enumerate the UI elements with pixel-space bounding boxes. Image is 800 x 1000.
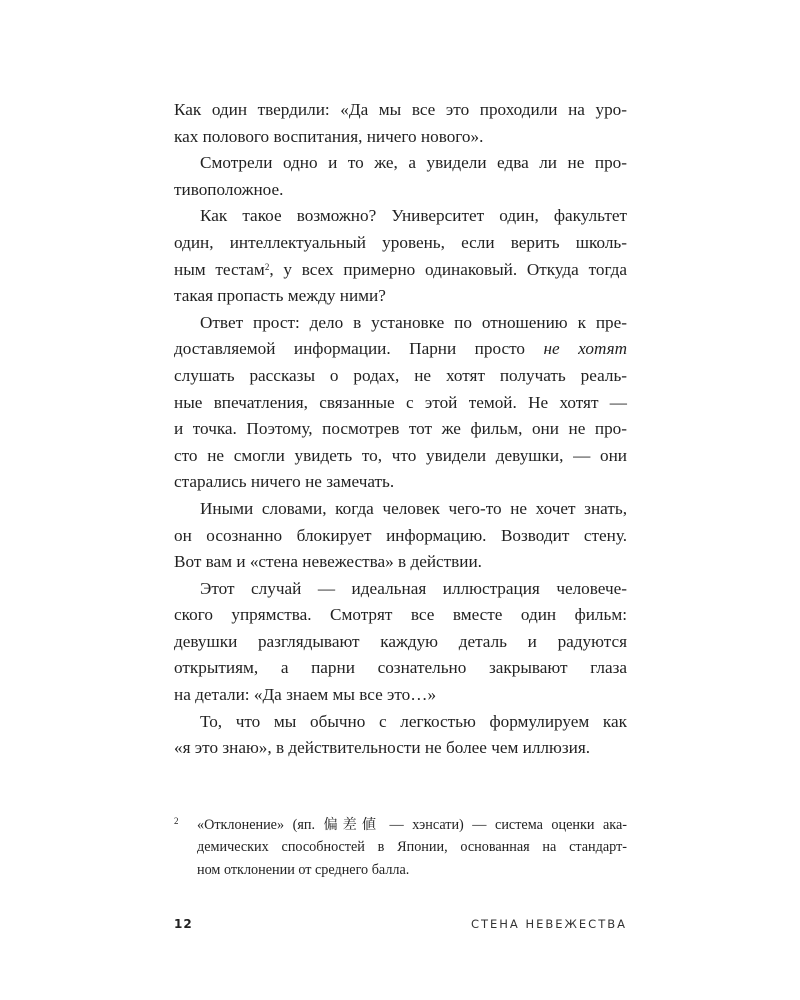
text-line: на детали: «Да знаем мы все это…» <box>174 685 437 705</box>
footnote-reference[interactable]: 2 <box>264 261 270 272</box>
emphasis: не хотят <box>543 339 627 359</box>
footnote-section <box>174 814 627 881</box>
text-line: То, что мы обычно с легкостью формулируем как <box>200 711 627 731</box>
text-line: один, интеллектуальный уровень, если верить школь- <box>174 232 627 252</box>
footnote-line: «Отклонение» (яп. 偏差値 — хэнсати) — система оценки ака- <box>197 817 627 833</box>
text-line <box>174 257 627 284</box>
text-line: ные впечатления, связанные с этой темой. Не хотят — <box>174 392 627 412</box>
text-line: ках полового воспитания, ничего нового». <box>174 126 484 146</box>
text-line: старались ничего не замечать. <box>174 472 395 492</box>
text-fragment: доставляемой информации. Парни просто <box>174 339 544 359</box>
text-line: тивоположное. <box>174 179 284 199</box>
page-footer <box>174 917 627 937</box>
text-line: девушки разглядывают каждую деталь и радуются <box>174 631 627 651</box>
text-line <box>174 336 627 363</box>
text-line: сто не смогли увидеть то, что увидели девушки, — они <box>174 445 627 465</box>
text-line: Этот случай — идеальная иллюстрация человече- <box>200 578 627 598</box>
main-text <box>174 97 627 762</box>
text-line: Как такое возможно? Университет один, факультет <box>200 206 627 226</box>
footnote-line: демических способностей в Японии, основанная на стандарт- <box>197 839 627 856</box>
running-title: СТЕНА НЕВЕЖЕСТВА <box>470 917 627 931</box>
text-line: и точка. Поэтому, посмотрев тот же фильм, они не про- <box>174 419 627 439</box>
text-line: открытиям, а парни сознательно закрывают глаза <box>174 658 627 678</box>
text-line: такая пропасть между ними? <box>174 286 386 306</box>
footnote-line: ном отклонении от среднего балла. <box>197 861 410 878</box>
text-line: слушать рассказы о родах, не хотят получать реаль- <box>174 365 627 385</box>
text-fragment: , у всех примерно одинаковый. Откуда тогда <box>269 259 628 279</box>
page-number: 12 <box>174 917 193 931</box>
text-line: Смотрели одно и то же, а увидели едва ли не про- <box>200 153 627 173</box>
footnote-text <box>197 814 627 881</box>
text-line: ского упрямства. Смотрят все вместе один фильм: <box>174 605 627 625</box>
text-line: Ответ прост: дело в установке по отношению к пре- <box>200 312 627 332</box>
text-fragment: ным тестам <box>174 259 265 279</box>
text-line: Как один твердили: «Да мы все это проходили на уро- <box>174 100 627 119</box>
text-line: Иными словами, когда человек чего-то не хочет знать, <box>200 498 627 518</box>
text-line: «я это знаю», в действительности не более чем иллюзия. <box>174 738 591 758</box>
text-line: он осознанно блокирует информацию. Возводит стену. <box>174 525 627 545</box>
text-line: Вот вам и «стена невежества» в действии. <box>174 552 482 572</box>
footnote-marker: 2 <box>174 816 179 826</box>
